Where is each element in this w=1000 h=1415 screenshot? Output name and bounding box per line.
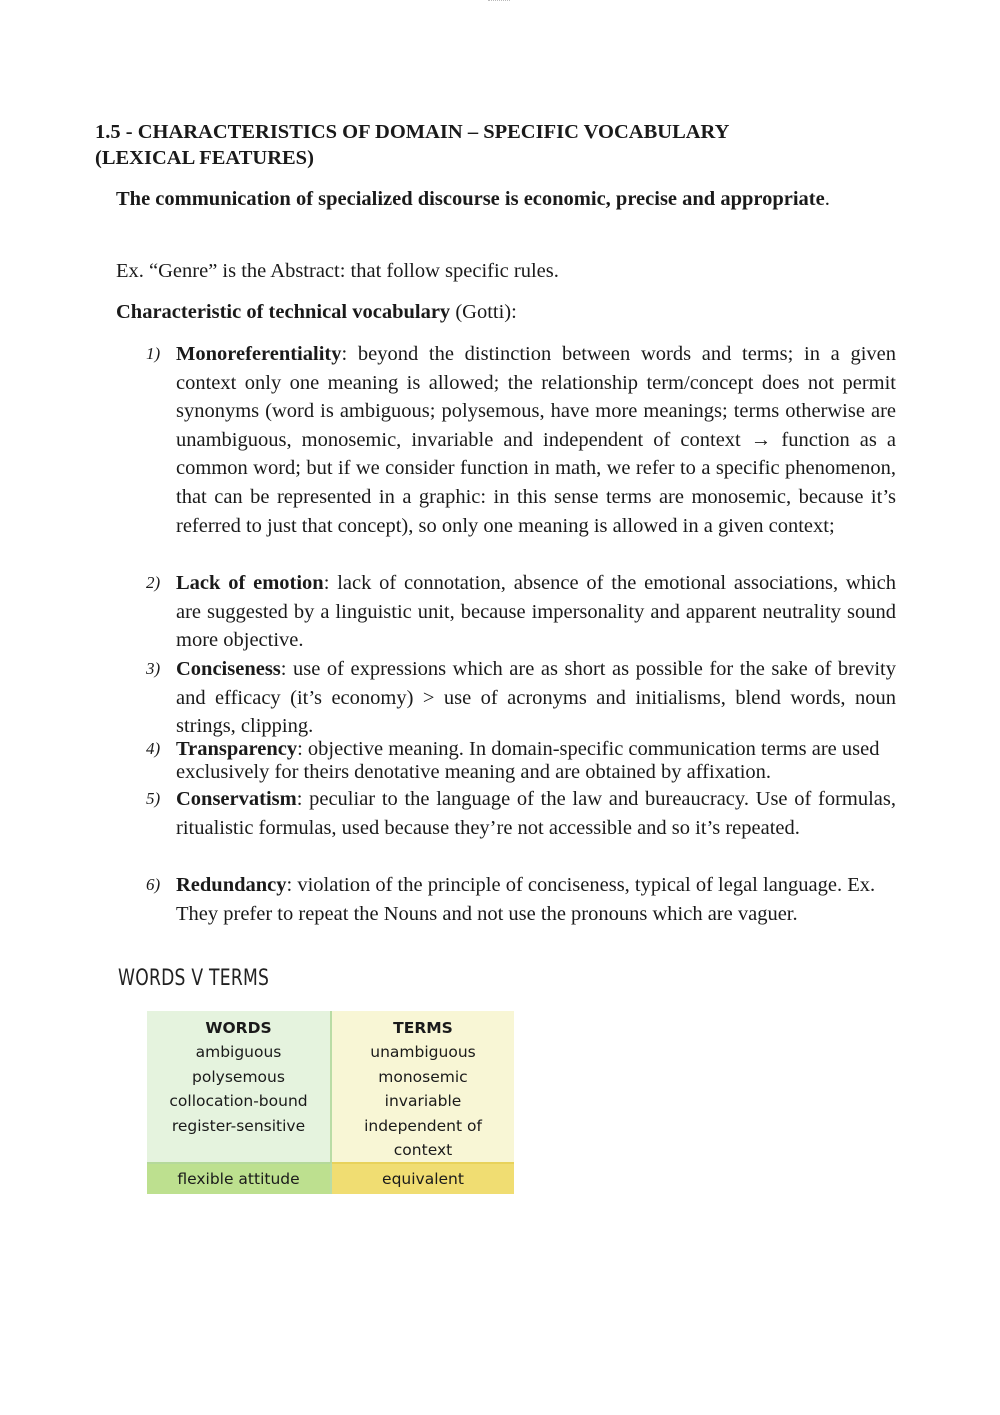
section-heading xyxy=(95,119,855,171)
section-heading-line-1: 1.5 - CHARACTERISTICS OF DOMAIN – SPECIFIC VOCABULARY xyxy=(95,121,730,143)
list-item-body xyxy=(176,569,896,655)
list-item-body xyxy=(176,340,896,540)
list-item-term: Monoreferentiality xyxy=(176,343,342,365)
words-column xyxy=(147,1011,332,1162)
list-item-term: Transparency xyxy=(176,738,298,760)
words-cell: collocation-bound xyxy=(169,1092,308,1110)
terms-cell: independent of context xyxy=(364,1116,482,1159)
words-cell: register-sensitive xyxy=(171,1116,306,1135)
list-item-number: 3) xyxy=(146,659,161,678)
list-item-number: 2) xyxy=(146,573,161,592)
list-item-body xyxy=(176,785,896,842)
terms-cell: unambiguous xyxy=(370,1043,476,1061)
list-item-number: 6) xyxy=(146,875,161,894)
list-item-body xyxy=(176,738,906,783)
list-item-text: : peculiar to the language of the law and bureaucracy. Use of formulas, ritualistic formulas, used because they’re not accessible and so it’s repeated. xyxy=(176,788,896,839)
list-item-term: Conciseness xyxy=(176,658,281,680)
list-item-term: Redundancy xyxy=(176,874,287,896)
list-item-term: Lack of emotion xyxy=(176,572,324,594)
words-v-terms-table xyxy=(147,1011,514,1192)
list-heading xyxy=(116,298,896,327)
section-heading-line-2: (LEXICAL FEATURES) xyxy=(95,147,314,169)
terms-cell: monosemic xyxy=(378,1067,468,1086)
intro-paragraph xyxy=(116,185,896,214)
list-item-text: : violation of the principle of conciseness, typical of legal language. Ex. They prefer to repeat the Nouns and not use the pronouns which are vaguer. xyxy=(176,874,876,925)
list-item-body xyxy=(176,871,896,928)
list-item-number: 1) xyxy=(146,344,161,363)
intro-bold-text: The communication of specialized discourse is economic, precise and appropriate xyxy=(116,188,825,210)
words-header: WORDS xyxy=(205,1019,272,1037)
words-footer: flexible attitude xyxy=(147,1162,332,1194)
words-cell: polysemous xyxy=(192,1067,285,1086)
list-item-text: : use of expressions which are as short as possible for the sake of brevity and efficacy (it’s economy) > use of acronyms and initialisms, blend words, noun strings, clipping. xyxy=(176,658,896,738)
terms-header: TERMS xyxy=(393,1019,453,1037)
list-heading-bold: Characteristic of technical vocabulary xyxy=(116,301,451,323)
example-line: Ex. “Genre” is the Abstract: that follow specific rules. xyxy=(116,260,559,282)
words-v-terms-title: WORDS V TERMS xyxy=(118,966,270,991)
list-item-text: : beyond the distinction between words and terms; in a given context only one meaning is allowed; the relationship term/concept does not permit synonyms (word is ambiguous; polysemous, have more meanings; terms otherwise are unambiguous, monosemic, invariable and independent of context → function as a common word; but if we consider function in math, we refer to a specific phenomenon, that can be represented in a graphic: in this sense terms are monosemic, because it’s referred to just that concept), so only one meaning is allowed in a given context; xyxy=(176,343,896,537)
terms-cell: invariable xyxy=(384,1092,462,1110)
list-item-term: Conservatism xyxy=(176,788,297,810)
intro-end: . xyxy=(824,188,830,210)
words-cell: ambiguous xyxy=(195,1043,282,1061)
list-item-text: : objective meaning. In domain-specific communication terms are used exclusively for theirs denotative meaning and are obtained by affixation. xyxy=(176,738,880,783)
page-top-mark xyxy=(488,0,510,3)
terms-footer: equivalent xyxy=(332,1162,514,1194)
list-item-body xyxy=(176,655,896,741)
list-item-number: 5) xyxy=(146,789,161,808)
list-item-text: : lack of connotation, absence of the emotional associations, which are suggested by a linguistic unit, because impersonality and apparent neutrality sound more objective. xyxy=(176,572,896,652)
terms-column xyxy=(332,1011,514,1162)
list-heading-source: (Gotti): xyxy=(450,301,517,323)
list-item-number: 4) xyxy=(146,739,161,758)
